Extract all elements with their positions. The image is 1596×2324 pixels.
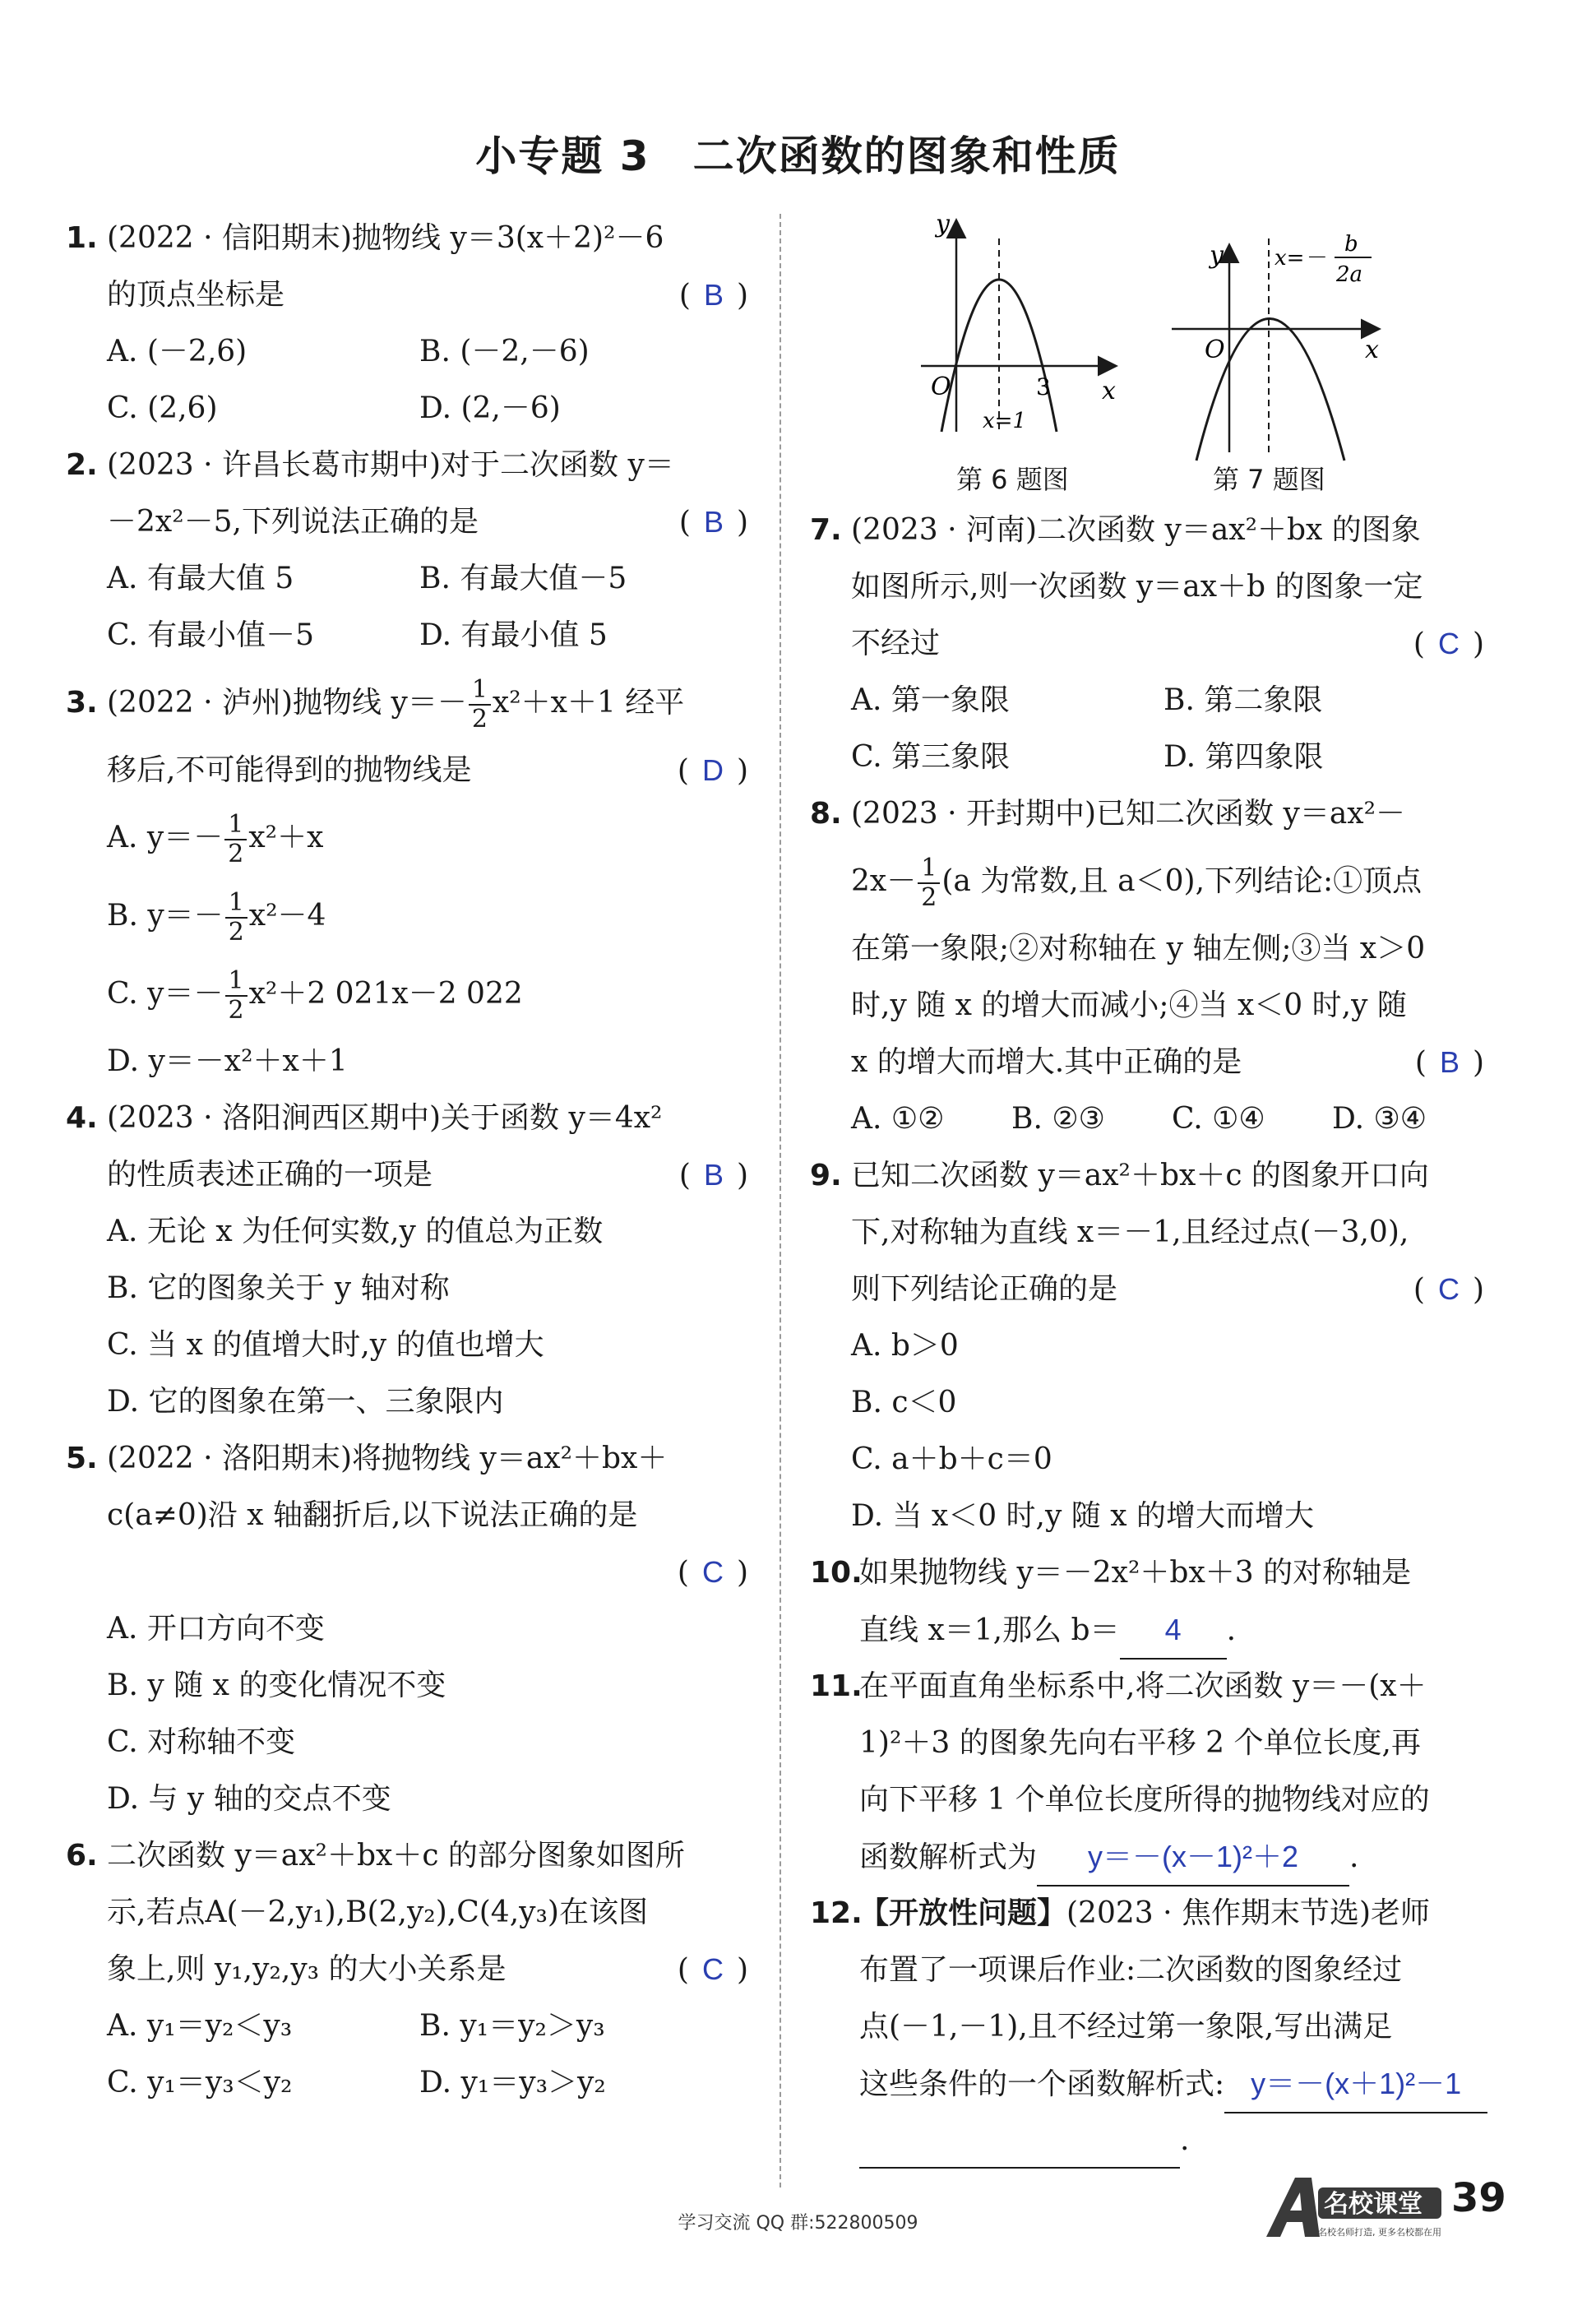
option: C. 对称轴不变 [107,1725,296,1759]
answer-fill: 4 [1120,1601,1227,1660]
question-number: 2. [66,448,98,482]
option: D. 它的图象在第一、三象限内 [107,1385,504,1419]
option: A. y＝－ [107,821,224,854]
fraction: $\frac{1}{2}$ [224,811,247,868]
question-text: c(a≠0)沿 x 轴翻折后,以下说法正确的是 [107,1498,638,1532]
question-text: x²＋x＋1 经平 [492,686,685,720]
question-text: (2022 · 信阳期末)抛物线 y＝3(x＋2)²－6 [107,221,664,255]
question-text: 示,若点A(－2,y₁),B(2,y₂),C(4,y₃)在该图 [107,1896,648,1929]
logo-subtext: 名校名师打造, 更多名校都在用 [1318,2227,1441,2238]
logo-text: 名校课堂 [1324,2190,1423,2219]
option: D. 当 x＜0 时,y 随 x 的增大而增大 [851,1499,1314,1533]
answer-bracket: ( B ) [1414,1045,1484,1080]
answer-choice: D [701,753,724,787]
option: C. 有最小值－5 [107,618,315,652]
option: C. 第三象限 [851,740,1011,774]
figures [810,206,1484,502]
question-8 [810,785,1484,1147]
question-text: 移后,不可能得到的抛物线是 [107,753,472,787]
option: C. 当 x 的值增大时,y 的值也增大 [107,1328,544,1362]
answer-bracket: ( D ) [677,753,748,788]
question-number: 6. [66,1839,98,1873]
option: B. ②③ [1011,1102,1105,1136]
question-2 [66,437,748,664]
option: C. ①④ [1172,1102,1265,1136]
option: C. a＋b＋c＝0 [851,1442,1052,1476]
fig7-frac-num: b [1344,232,1358,257]
option: D. y＝－x²＋x＋1 [107,1044,348,1078]
option: A. 无论 x 为任何实数,y 的值总为正数 [107,1215,604,1248]
question-text: 点(－1,－1),且不经过第一象限,写出满足 [859,2010,1393,2044]
question-number: 10. [810,1556,863,1590]
fig7-origin-label: O [1205,336,1225,364]
question-text: 如图所示,则一次函数 y＝ax＋b 的图象一定 [851,570,1423,604]
answer-fill: y＝－(x－1)²＋2 [1037,1828,1349,1887]
question-text: 在平面直角坐标系中,将二次函数 y＝－(x＋ [859,1669,1427,1703]
question-9 [810,1147,1484,1544]
answer-bracket: ( C ) [677,1555,748,1590]
answer-blank-line [859,2134,1180,2169]
option: B. 有最大值－5 [419,562,627,595]
fig7-y-label: y [1210,241,1224,270]
question-number: 8. [810,797,842,831]
question-text: 向下平移 1 个单位长度所得的抛物线对应的 [859,1783,1430,1817]
fig6-caption: 第 6 题图 [956,464,1069,495]
fig7-x-label: x [1365,336,1379,364]
question-10: 10. 如果抛物线 y＝－2x²＋bx＋3 的对称轴是 直线 x＝1,那么 b＝ 4 . [810,1544,1484,1658]
fraction: $\frac{1}{2}$ [918,854,940,912]
fig7-caption: 第 7 题图 [1213,464,1325,495]
answer-choice: C [701,1555,724,1589]
footer-qq-text: 学习交流 QQ 群:522800509 [678,2213,918,2234]
page-number: 39 [1451,2175,1506,2221]
option: A. 第一象限 [851,683,1010,717]
option: C. (2,6) [107,391,218,425]
question-text: 布置了一项课后作业:二次函数的图象经过 [859,1953,1403,1987]
answer-bracket: ( B ) [678,278,748,312]
fig6-x-label: x [1102,377,1116,405]
option: D. ③④ [1332,1102,1427,1136]
left-column [66,210,748,2111]
logo [1262,2171,1476,2245]
option: D. (2,－6) [419,391,561,425]
question-text: (2023 · 洛阳涧西区期中)关于函数 y＝4x² [107,1101,663,1135]
option: D. y₁＝y₃＞y₂ [419,2066,606,2099]
question-text: 的顶点坐标是 [107,278,285,312]
answer-bracket: ( C ) [677,1952,748,1987]
question-text: (2022 · 泸州)抛物线 y＝－ [107,686,467,720]
option: A. (－2,6) [107,335,247,368]
answer-bracket: ( B ) [678,1158,748,1192]
question-number: 7. [810,513,842,547]
answer-bracket: ( C ) [1413,1272,1484,1307]
option: B. y 随 x 的变化情况不变 [107,1669,446,1702]
answer-choice: B [703,1158,724,1192]
fraction: $\frac{1}{2}$ [225,889,247,947]
question-text: －2x²－5,下列说法正确的是 [107,505,479,539]
option: B. (－2,－6) [419,335,590,368]
question-number: 12. [810,1896,863,1930]
answer-bracket: ( B ) [678,505,748,539]
question-text: 在第一象限;②对称轴在 y 轴左侧;③当 x＞0 [851,932,1426,965]
option: B. 第二象限 [1163,683,1323,717]
question-text: 如果抛物线 y＝－2x²＋bx＋3 的对称轴是 [859,1556,1412,1590]
question-6 [66,1827,748,2111]
question-text: x 的增大而增大.其中正确的是 [851,1045,1242,1079]
option: A. y₁＝y₂＜y₃ [107,2009,293,2043]
answer-choice: C [1437,1272,1460,1306]
option: D. 与 y 轴的交点不变 [107,1782,391,1816]
answer-bracket: ( C ) [1413,627,1484,661]
question-text: 2x－ [851,864,917,898]
question-text: 二次函数 y＝ax²＋bx＋c 的部分图象如图所 [107,1839,685,1873]
question-tag: 【开放性问题】 [859,1896,1067,1930]
answer-choice: B [703,505,724,539]
question-text: 直线 x＝1,那么 b＝ [859,1613,1120,1647]
question-5 [66,1430,748,1827]
fig6-line-label: x=1 [983,409,1026,433]
question-text: (2023 · 开封期中)已知二次函数 y＝ax²－ [851,797,1406,831]
answer-choice: B [1439,1045,1460,1079]
fig7-frac-den: 2a [1336,262,1363,287]
option: D. 第四象限 [1163,740,1324,774]
question-12: 12. 【开放性问题】(2023 · 焦作期末节选)老师 布置了一项课后作业:二次函数的图象经过 点(－1,－1),且不经过第一象限,写出满足 这些条件的一个函数解析式: y＝－(x＋1)²－1 . [810,1885,1484,2169]
question-number: 1. [66,221,98,255]
question-text: (2023 · 河南)二次函数 y＝ax²＋bx 的图象 [851,513,1421,547]
question-text: 不经过 [851,627,941,660]
question-text: (2023 · 许昌长葛市期中)对于二次函数 y＝ [107,448,674,482]
question-text: (a 为常数,且 a＜0),下列结论:①顶点 [941,864,1423,898]
question-7 [810,502,1484,785]
answer-fill: y＝－(x＋1)²－1 [1224,2055,1487,2113]
question-text: 1)²＋3 的图象先向右平移 2 个单位长度,再 [859,1726,1421,1760]
right-column [810,206,1484,2169]
question-text: 下,对称轴为直线 x＝－1,且经过点(－3,0), [851,1215,1409,1249]
question-text: 时,y 随 x 的增大而减小;④当 x＜0 时,y 随 [851,988,1407,1022]
option: D. 有最小值 5 [419,618,608,652]
question-1 [66,210,748,437]
option: A. 开口方向不变 [107,1612,325,1646]
answer-choice: C [1437,627,1460,660]
fraction: $\frac{1}{2}$ [469,676,491,734]
question-text: 则下列结论正确的是 [851,1272,1118,1306]
fig6-y-label: y [936,210,950,238]
option: C. y＝－ [107,977,224,1011]
question-text: 函数解析式为 [859,1840,1038,1874]
fig6-tick-3: 3 [1036,373,1051,400]
answer-choice: B [703,278,724,312]
option: B. y₁＝y₂＞y₃ [419,2009,605,2043]
figure-graphs [810,206,1484,502]
question-text: 象上,则 y₁,y₂,y₃ 的大小关系是 [107,1952,507,1986]
option: A. 有最大值 5 [107,562,294,595]
option: C. y₁＝y₃＜y₂ [107,2066,293,2099]
question-text: (2023 · 焦作期末节选)老师 [1066,1896,1431,1930]
question-number: 5. [66,1442,98,1475]
figure-7 [1172,232,1379,461]
column-divider [779,214,781,2187]
option: A. ①② [851,1102,945,1136]
fig7-line-label: x=－ [1274,246,1326,271]
question-number: 3. [66,686,98,720]
question-3: 3. (2022 · 泸州)抛物线 y＝－ $\frac{1}{2}$ x²＋x＋1 经平 移后,不可能得到的抛物线是 ( D ) A. y＝－ $\frac{1}{2}$ x²＋x B. y＝－ $\frac{1}{2}$ x²－4 C. y＝－ $\frac{1}{2}$ x²＋2 021x－2 022 D. y＝－x²＋x＋1 [66,664,748,1090]
question-number: 11. [810,1669,863,1703]
option: A. b＞0 [851,1329,959,1363]
question-text: (2022 · 洛阳期末)将抛物线 y＝ax²＋bx＋ [107,1442,668,1475]
fraction: $\frac{1}{2}$ [225,967,247,1025]
figure-6 [921,210,1116,433]
question-4 [66,1090,748,1430]
question-number: 4. [66,1101,98,1135]
answer-choice: C [701,1952,724,1986]
option: B. 它的图象关于 y 轴对称 [107,1271,450,1305]
option: B. c＜0 [851,1386,957,1419]
question-text: 的性质表述正确的一项是 [107,1158,433,1192]
question-11: 11. 在平面直角坐标系中,将二次函数 y＝－(x＋ 1)²＋3 的图象先向右平移 2 个单位长度,再 向下平移 1 个单位长度所得的抛物线对应的 函数解析式为 y＝－(x－1)²＋2 . [810,1658,1484,1885]
option: B. y＝－ [107,899,224,933]
fig6-origin-label: O [931,373,951,401]
question-text: 已知二次函数 y＝ax²＋bx＋c 的图象开口向 [851,1159,1429,1192]
page-title: 小专题 3 二次函数的图象和性质 [475,132,1121,180]
question-number: 9. [810,1159,842,1192]
question-text: 这些条件的一个函数解析式: [859,2067,1225,2101]
